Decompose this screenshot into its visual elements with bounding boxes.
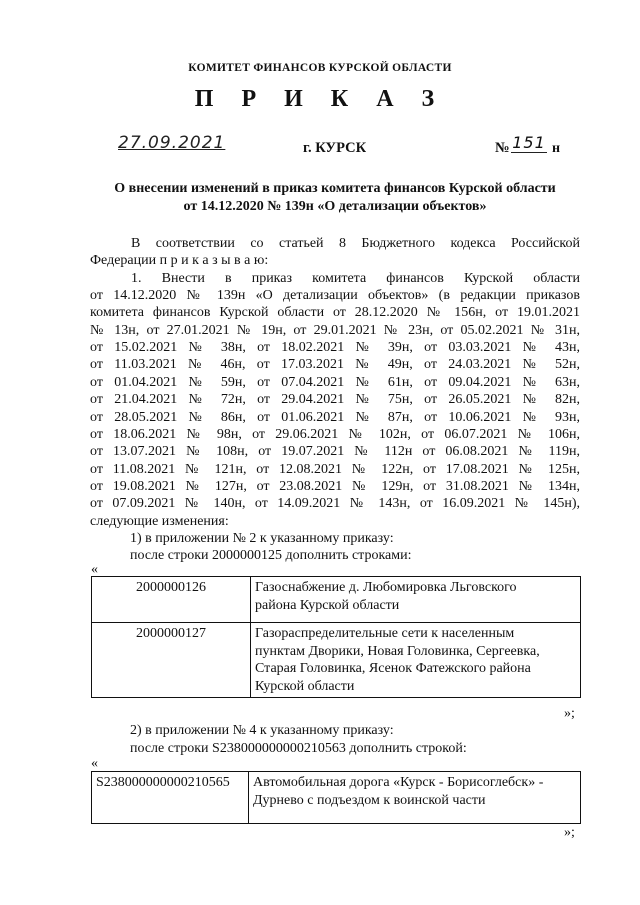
- city: г. КУРСК: [303, 140, 367, 156]
- order-subject: [90, 180, 580, 216]
- open-quote: «: [91, 562, 98, 577]
- section-1-heading: 1) в приложении № 2 к указанному приказу:: [130, 531, 394, 546]
- body-line: от 13.07.2021 № 108н, от 19.07.2021 № 112н от 06.08.2021 № 119н,: [90, 444, 580, 459]
- body-line: от 11.08.2021 № 121н, от 12.08.2021 № 122н, от 17.08.2021 № 125н,: [90, 462, 580, 477]
- body-line: от 14.12.2020 № 139н «О детализации объектов» (в редакции приказов: [90, 288, 580, 303]
- body-line: комитета финансов Курской области от 28.12.2020 № 156н, от 19.01.2021: [90, 305, 580, 320]
- row-code: S238000000000210565: [92, 772, 249, 824]
- description-line: Газоснабжение д. Любомировка Льговского: [255, 580, 517, 595]
- body-line: Федерации п р и к а з ы в а ю:: [90, 253, 269, 268]
- table-row: [92, 772, 581, 824]
- committee-name: КОМИТЕТ ФИНАНСОВ КУРСКОЙ ОБЛАСТИ: [188, 62, 452, 74]
- body-line: № 13н, от 27.01.2021 № 19н, от 29.01.2021 № 23н, от 05.02.2021 № 31н,: [90, 323, 580, 338]
- body-line: В соответствии со статьей 8 Бюджетного кодекса Российской: [131, 236, 580, 251]
- appendix-4-table: [91, 771, 581, 824]
- body-line: от 11.03.2021 № 46н, от 17.03.2021 № 49н, от 24.03.2021 № 52н,: [90, 357, 580, 372]
- body-line: от 28.05.2021 № 86н, от 01.06.2021 № 87н, от 10.06.2021 № 93н,: [90, 410, 580, 425]
- close-quote: »;: [564, 825, 575, 840]
- row-description: [251, 623, 581, 698]
- appendix-2-table: [91, 576, 581, 698]
- order-number-suffix: н: [552, 141, 561, 156]
- table-row: [92, 623, 581, 698]
- close-quote: »;: [564, 706, 575, 721]
- description-line: района Курской области: [255, 597, 400, 613]
- body-line: следующие изменения:: [90, 514, 229, 529]
- handwritten-order-number: 151: [512, 133, 546, 152]
- description-line: Старая Головинка, Ясенок Фатежского района: [255, 661, 531, 676]
- body-line: от 15.02.2021 № 38н, от 18.02.2021 № 39н, от 03.03.2021 № 43н,: [90, 340, 580, 355]
- section-2-instruction: после строки S238000000000210563 дополнить строкой:: [130, 741, 467, 756]
- description-line: пунктам Дворики, Новая Головинка, Сергеевка,: [255, 643, 540, 659]
- subject-line-2: от 14.12.2020 № 139н «О детализации объектов»: [183, 199, 487, 214]
- description-line: Курской области: [255, 678, 355, 694]
- section-2-heading: 2) в приложении № 4 к указанному приказу:: [130, 723, 394, 738]
- table-row: [92, 577, 581, 623]
- row-code: 2000000127: [92, 623, 251, 698]
- row-description: [249, 772, 581, 824]
- open-quote: «: [91, 756, 98, 771]
- body-line: от 07.09.2021 № 140н, от 14.09.2021 № 143н, от 16.09.2021 № 145н),: [90, 496, 580, 511]
- body-line: от 21.04.2021 № 72н, от 29.04.2021 № 75н, от 26.05.2021 № 82н,: [90, 392, 580, 407]
- subject-line-1: О внесении изменений в приказ комитета финансов Курской области: [114, 181, 556, 196]
- section-1-instruction: после строки 2000000125 дополнить строками:: [130, 548, 412, 563]
- body-line: от 18.06.2021 № 98н, от 29.06.2021 № 102н, от 06.07.2021 № 106н,: [90, 427, 580, 442]
- body-line: от 19.08.2021 № 127н, от 23.08.2021 № 129н, от 31.08.2021 № 134н,: [90, 479, 580, 494]
- description-line: Газораспределительные сети к населенным: [255, 626, 515, 641]
- row-code: 2000000126: [92, 577, 251, 623]
- row-description: [251, 577, 581, 623]
- order-title: П Р И К А З: [194, 86, 446, 112]
- handwritten-date: 27.09.2021: [118, 133, 226, 153]
- description-line: Автомобильная дорога «Курск - Борисоглебск» -: [253, 775, 544, 790]
- description-line: Дурнево с подъездом к воинской части: [253, 792, 486, 808]
- body-line: от 01.04.2021 № 59н, от 07.04.2021 № 61н, от 09.04.2021 № 63н,: [90, 375, 580, 390]
- number-sign: №: [495, 140, 510, 156]
- body-line: 1. Внести в приказ комитета финансов Курской области: [131, 271, 580, 286]
